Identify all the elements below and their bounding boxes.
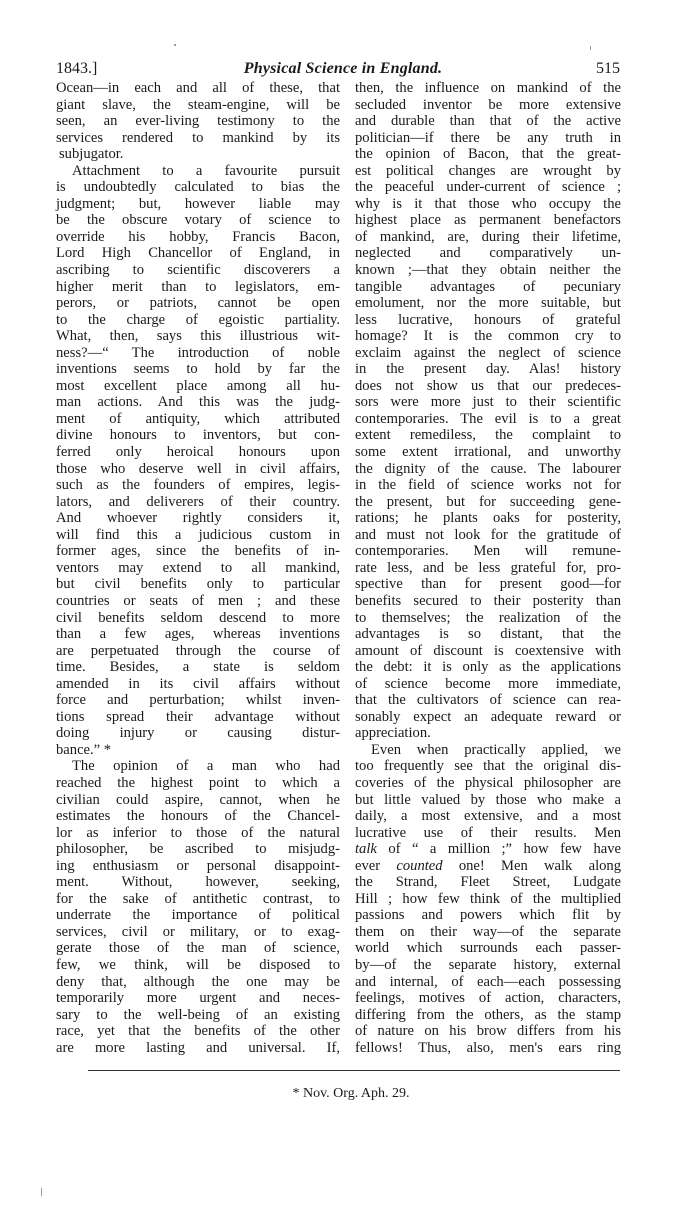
text-line: and must not look for the gratitude of — [355, 526, 621, 543]
text-line: rations; he plants oaks for posterity, — [355, 510, 621, 527]
text-line: subjugator. — [59, 146, 124, 163]
text-line: few, we think, will be disposed to — [56, 956, 340, 973]
text-line: them on their way—of the separate — [355, 923, 621, 940]
text-line: and durable than that of the active — [355, 113, 621, 130]
text-line: of science become more immediate, — [355, 675, 621, 692]
text-line: will find this a judicious custom in — [56, 526, 340, 543]
italic-word: talk — [355, 841, 377, 858]
text-line: gerate those of the man of science, — [56, 940, 340, 957]
text-line: ing enthusiasm or personal disappoint- — [56, 857, 340, 874]
text-line: rate less, and be less grateful for, pro- — [355, 559, 621, 576]
text-line: to the charge of egoistic partiality. — [56, 311, 340, 328]
text-line: be the obscure votary of science to — [56, 212, 340, 229]
text-line: est political changes are wrought by — [355, 162, 621, 179]
text-line: world which surrounds each passer- — [355, 940, 621, 957]
text-line: known ;—that they obtain neither the — [355, 262, 621, 279]
paragraph-start-line: Even when practically applied, we — [371, 741, 621, 758]
text-line: ment of antiquity, which attributed — [56, 410, 340, 427]
text-span: of “ a million ;” how few have — [388, 841, 621, 858]
text-line: ferred only heroical honours upon — [56, 444, 340, 461]
text-line: tangible advantages of pecuniary — [355, 278, 621, 295]
header-title-text: Physical Science in England. — [243, 60, 443, 77]
text-line: in the field of science works not for — [355, 477, 621, 494]
text-line: sonably expect an adequate reward or — [355, 708, 621, 725]
text-line: but civil benefits only to particular — [56, 576, 340, 593]
text-line: And whoever rightly considers it, — [56, 510, 340, 527]
text-line: estimates the honours of the Chancel- — [56, 808, 340, 825]
text-line: neglected and comparatively un- — [355, 245, 621, 262]
text-line: of nature on his brow differs from his — [355, 1023, 621, 1040]
text-line: former ages, since the benefits of in- — [56, 543, 340, 560]
paragraph-start-line: Attachment to a favourite pursuit — [72, 162, 340, 179]
text-line: the present, but for succeeding gene- — [355, 493, 621, 510]
text-line: extent remediless, the complaint to — [355, 427, 621, 444]
text-line: emolument, nor the more suitable, but — [355, 295, 621, 312]
text-line: perors, or patriots, cannot be open — [56, 295, 340, 312]
text-line: daily, a most extensive, and a most — [355, 808, 621, 825]
text-line: exclaim against the neglect of science — [355, 344, 621, 361]
text-line: judgment; but, however liable may — [56, 195, 340, 212]
text-span: one! Men walk along — [458, 857, 622, 874]
text-line: why is it that those who occupy the — [355, 195, 621, 212]
text-line: contemporaries. The evil is to a great — [355, 410, 621, 427]
text-line: politician—if there be any truth in — [355, 129, 621, 146]
text-line: doing injury or causing distur- — [56, 725, 340, 742]
text-line: secluded inventor be more extensive — [355, 96, 621, 113]
text-line: inventions seems to hold by far the — [56, 361, 340, 378]
running-header — [56, 58, 620, 80]
text-line: of mankind, are, during their lifetime, — [355, 228, 621, 245]
text-line: lucrative use of their results. Men — [355, 824, 621, 841]
text-line: spective than for present good—for — [355, 576, 621, 593]
text-line: appreciation. — [355, 725, 431, 742]
right-column — [355, 80, 621, 1056]
footnote-reference-line: bance.” * — [56, 741, 112, 758]
text-line: higher merit than to legislators, em- — [56, 278, 340, 295]
text-line: advantages is so distant, that the — [355, 626, 621, 643]
text-line: race, yet that the benefits of the other — [56, 1023, 340, 1040]
scan-speck — [590, 46, 591, 50]
text-line: are perpetuated through the course of — [56, 642, 340, 659]
text-line: ment. Without, however, seeking, — [56, 874, 340, 891]
text-line: the dignity of the cause. The labourer — [355, 460, 621, 477]
left-column — [56, 80, 340, 1056]
text-line: countries or seats of men ; and these — [56, 592, 340, 609]
text-line: amount of discount is coextensive with — [355, 642, 621, 659]
text-line: reached the highest point to which a — [56, 774, 340, 791]
text-line: the peaceful under-current of science ; — [355, 179, 621, 196]
text-line: then, the influence on mankind of the — [355, 80, 621, 96]
text-line: force and perturbation; whilst inven- — [56, 692, 340, 709]
text-line — [355, 841, 621, 858]
text-line: sors were more just to their scientific — [355, 394, 621, 411]
text-line: Hill ; how few think of the multiplied — [355, 890, 621, 907]
text-line: Ocean—in each and all of these, that — [56, 80, 340, 96]
text-line: divine honours to inventors, but con- — [56, 427, 340, 444]
text-line: civilian could aspire, cannot, when he — [56, 791, 340, 808]
text-line: ascribing to scientific discoverers a — [56, 262, 340, 279]
scan-speck — [174, 44, 176, 46]
text-line: and internal, of each—each possessing — [355, 973, 621, 990]
text-line — [355, 858, 621, 875]
text-line: man actions. And this was the judg- — [56, 394, 340, 411]
text-line: fellows! Thus, also, men's ears ring — [355, 1039, 621, 1056]
text-line: in the present day. Alas! history — [355, 361, 621, 378]
text-line: Lord High Chancellor of England, in — [56, 245, 340, 262]
text-line: are more lasting and universal. If, — [56, 1039, 340, 1056]
text-line: passions and powers which flit by — [355, 907, 621, 924]
text-line: deny that, although the one may be — [56, 973, 340, 990]
text-line: highest place as permanent benefactors — [355, 212, 621, 229]
text-line: sary to the well-being of an existing — [56, 1006, 340, 1023]
text-line: philosopher, be ascribed to misjudg- — [56, 841, 340, 858]
text-line: that the cultivators of science can rea- — [355, 692, 621, 709]
text-span: ever — [355, 857, 381, 874]
text-line: homage? It is the common cry to — [355, 328, 621, 345]
text-line: coveries of the physical philosopher are — [355, 774, 621, 791]
header-title — [56, 58, 620, 80]
text-line: lor as inferior to those of the natural — [56, 824, 340, 841]
text-line: giant slave, the steam-engine, will be — [56, 96, 340, 113]
text-line: by—of the separate history, external — [355, 956, 621, 973]
text-line: the Strand, Fleet Street, Ludgate — [355, 874, 621, 891]
paragraph-start-line: The opinion of a man who had — [72, 758, 340, 775]
text-line: amended in its civil affairs without — [56, 675, 340, 692]
text-line: feelings, motives of action, characters, — [355, 990, 621, 1007]
text-line: services rendered to mankind by its — [56, 129, 340, 146]
text-line: such as the founders of empires, legis- — [56, 477, 340, 494]
text-line: time. Besides, a state is seldom — [56, 659, 340, 676]
text-line: benefits secured to their posterity than — [355, 592, 621, 609]
text-line: for the sake of antithetic contrast, to — [56, 890, 340, 907]
text-line: but little valued by those who make a — [355, 791, 621, 808]
text-line: to themselves; the realization of the — [355, 609, 621, 626]
text-line: most excellent place among all hu- — [56, 377, 340, 394]
text-line: override his hobby, Francis Bacon, — [56, 228, 340, 245]
text-line: underrate the importance of political — [56, 907, 340, 924]
page-number: 515 — [596, 60, 620, 77]
text-line: some extent irrational, and unworthy — [355, 444, 621, 461]
text-line: too frequently see that the original dis- — [355, 758, 621, 775]
text-line: the opinion of Bacon, that the great- — [355, 146, 621, 163]
footnote: * Nov. Org. Aph. 29. — [292, 1086, 410, 1101]
header-year: 1843.] — [56, 60, 98, 77]
text-line: is undoubtedly calculated to bias the — [56, 179, 340, 196]
text-line: does not show us that our predeces- — [355, 377, 621, 394]
text-line: civil benefits seldom descend to more — [56, 609, 340, 626]
text-line: differing from the others, as the stamp — [355, 1006, 621, 1023]
italic-word: counted — [396, 857, 443, 874]
text-line: less lucrative, honours of grateful — [355, 311, 621, 328]
text-line: lators, and deliverers of their country. — [56, 493, 340, 510]
text-line: contemporaries. Men will remune- — [355, 543, 621, 560]
text-line: temporarily more urgent and neces- — [56, 990, 340, 1007]
text-line: services, civil or military, or to exag- — [56, 923, 340, 940]
text-line: those who deserve well in civil affairs, — [56, 460, 340, 477]
text-line: What, then, says this illustrious wit- — [56, 328, 340, 345]
scan-speck — [41, 1188, 42, 1196]
text-line: than a few ages, whereas inventions — [56, 626, 340, 643]
text-line: the debt: it is only as the applications — [355, 659, 621, 676]
text-line: tions spread their advantage without — [56, 708, 340, 725]
text-line: ventors may extend to all mankind, — [56, 559, 340, 576]
text-line: seen, an ever-living testimony to the — [56, 113, 340, 130]
footnote-divider — [88, 1070, 620, 1071]
text-line: ness?—“ The introduction of noble — [56, 344, 340, 361]
